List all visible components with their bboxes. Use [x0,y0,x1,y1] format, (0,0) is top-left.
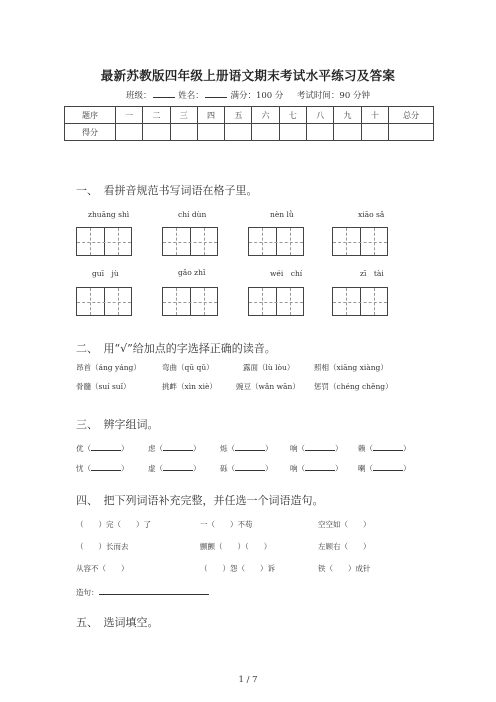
word-group-item: 响（ ） [290,441,343,454]
score-header-cell: 四 [197,107,224,124]
score-header-row [65,107,434,124]
writing-grid[interactable] [162,227,218,256]
score-cell[interactable] [334,124,361,141]
score-cell[interactable] [116,124,143,141]
answer-blank[interactable] [163,441,193,451]
writing-grid[interactable] [248,287,304,316]
idiom-item[interactable]: 左顾右（ ） [318,542,371,551]
score-header-cell: 总分 [389,107,434,124]
sentence-blank[interactable] [99,585,209,595]
score-header-cell: 六 [252,107,279,124]
class-blank[interactable] [153,88,175,98]
section-1-heading: 一、 看拼音规范书写词语在格子里。 [76,184,258,197]
score-cell[interactable] [279,124,306,141]
answer-blank[interactable] [163,461,193,471]
answer-blank[interactable] [91,441,121,451]
word-group-item: 虚（ ） [148,461,201,474]
pinyin-label: wéi chí [270,269,303,278]
idiom-item[interactable]: 空空如（ ） [318,520,371,529]
score-cell[interactable] [143,124,170,141]
section-2-heading: 二、 用“√”给加点的字选择正确的读音。 [76,342,276,355]
pinyin-label: gǎo zhǐ [178,268,206,277]
score-header-cell: 一 [116,107,143,124]
answer-blank[interactable] [235,441,265,451]
word-group-item: 砾（ ） [220,461,273,474]
pinyin-label: zhuāng shì [88,210,130,219]
score-cell[interactable] [225,124,252,141]
reading-option[interactable]: 惩罚（chéng chěng） [314,382,393,391]
section-3-heading: 三、 辨字组词。 [76,418,159,431]
writing-grid[interactable] [332,287,388,316]
answer-blank[interactable] [373,441,403,451]
pinyin-label: guī jù [92,269,119,278]
answer-blank[interactable] [305,441,335,451]
score-header-cell: 十 [361,107,388,124]
idiom-item[interactable]: 一（ ）不苟 [200,520,253,529]
writing-grid[interactable] [76,227,132,256]
score-header-cell: 二 [143,107,170,124]
writing-grid[interactable] [332,227,388,256]
pinyin-label: zī tài [360,269,384,278]
answer-blank[interactable] [305,461,335,471]
reading-option[interactable]: 照相（xiāng xiàng） [314,363,388,372]
pinyin-label: xiāo sǎ [358,210,385,219]
score-cell[interactable] [252,124,279,141]
class-label: 班级： [126,91,152,101]
score-cell[interactable] [361,124,388,141]
idiom-item[interactable]: 铁（ ）成针 [318,564,371,573]
idiom-item[interactable]: （ ）长而去 [76,542,129,551]
word-group-item: 喇（ ） [358,461,411,474]
idiom-item[interactable]: （ ）怨（ ）诉 [200,564,275,573]
exam-info [0,88,496,101]
reading-option[interactable]: 骨髓（suí suǐ） [76,382,131,391]
pinyin-label: chí dùn [178,210,207,219]
reading-option[interactable]: 弯曲（qū qǔ） [162,363,214,372]
score-header-cell: 题序 [65,107,116,124]
reading-option[interactable]: 昂首（áng yáng） [76,363,141,372]
word-group-item: 虑（ ） [148,441,201,454]
page-title: 最新苏教版四年级上册语文期末考试水平练习及答案 [100,68,396,83]
score-cell[interactable] [170,124,197,141]
score-header-cell: 九 [334,107,361,124]
score-cell[interactable] [307,124,334,141]
writing-grid[interactable] [76,287,132,316]
full-score: 满分：100 分 [230,91,284,101]
score-header-cell: 七 [279,107,306,124]
word-group-item: 优（ ） [76,441,129,454]
writing-grid[interactable] [248,227,304,256]
score-cell[interactable] [389,124,434,141]
score-cell[interactable] [197,124,224,141]
idiom-item[interactable]: 从容不（ ） [76,564,129,573]
section-4-heading: 四、 把下列词语补充完整，并任选一个词语造句。 [76,494,324,507]
name-label: 姓名： [178,91,204,101]
score-header-cell: 五 [225,107,252,124]
word-group-item: 忧（ ） [76,461,129,474]
score-header-cell: 八 [307,107,334,124]
section-5-heading: 五、 选词填空。 [76,616,159,629]
word-group-item: 响（ ） [290,461,343,474]
answer-blank[interactable] [91,461,121,471]
page-number: 1 / 7 [238,675,258,685]
answer-blank[interactable] [373,461,403,471]
reading-option[interactable]: 豌豆（wǎn wān） [236,382,300,391]
idiom-item[interactable]: 颤颤（ ）（ ） [200,542,272,551]
score-table [64,106,434,141]
idiom-item[interactable]: （ ）完（ ）了 [76,520,151,529]
pinyin-label: nèn lǜ [270,210,294,219]
word-group-item: 烁（ ） [220,441,273,454]
writing-grid[interactable] [162,287,218,316]
reading-option[interactable]: 挑衅（xìn xiè） [162,382,217,391]
sentence-line [76,585,209,598]
sentence-label: 造句： [76,588,99,597]
name-blank[interactable] [205,88,227,98]
score-row-label: 得分 [65,124,116,141]
score-value-row [65,124,434,141]
exam-time: 考试时间：90 分钟 [296,91,370,101]
reading-option[interactable]: 露面（lù lòu） [243,363,295,372]
score-header-cell: 三 [170,107,197,124]
word-group-item: 赖（ ） [358,441,411,454]
answer-blank[interactable] [235,461,265,471]
